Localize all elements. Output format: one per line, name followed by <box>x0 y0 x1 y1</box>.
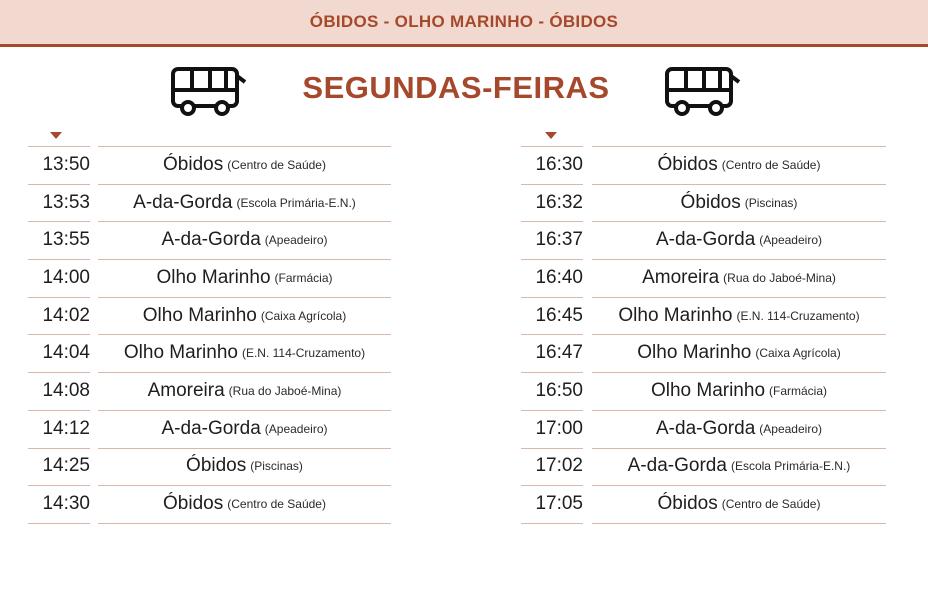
stop-detail: (Apeadeiro) <box>264 233 328 248</box>
stop-detail: (Apeadeiro) <box>759 421 822 436</box>
stop-place: Olho Marinho <box>142 304 257 326</box>
stop-place: Olho Marinho <box>650 379 766 401</box>
departure-time: 14:12 <box>28 410 90 449</box>
timetable-right <box>521 146 887 523</box>
departure-time: 14:00 <box>28 259 90 298</box>
day-title: SEGUNDAS-FEIRAS <box>302 70 610 105</box>
stop-detail: (Escola Primária-E.N.) <box>730 459 851 474</box>
stop-name <box>98 372 391 411</box>
stop-detail: (Piscinas) <box>250 459 303 474</box>
stop-detail: (Farmácia) <box>274 270 333 285</box>
table-row <box>28 259 392 297</box>
stop-place: Olho Marinho <box>637 342 752 364</box>
departure-time: 17:00 <box>521 410 583 449</box>
departure-time: 16:47 <box>521 334 583 373</box>
table-row <box>28 372 392 410</box>
departure-time: 16:45 <box>521 297 583 336</box>
bus-icon <box>664 66 742 118</box>
departure-time: 14:25 <box>28 448 90 487</box>
departure-time: 16:40 <box>521 259 583 298</box>
stop-detail: (Centro de Saúde) <box>721 497 821 512</box>
table-row <box>28 146 392 184</box>
stop-detail: (Apeadeiro) <box>759 233 822 248</box>
stop-detail: (Escola Primária-E.N.) <box>236 195 356 210</box>
table-row <box>28 448 392 486</box>
stop-place: Óbidos <box>680 191 741 213</box>
departure-time: 16:32 <box>521 184 583 223</box>
stop-detail: (Centro de Saúde) <box>721 157 821 172</box>
route-header-band <box>0 0 928 47</box>
departure-time: 17:05 <box>521 485 583 524</box>
stop-place: Óbidos <box>163 493 224 515</box>
departure-time: 17:02 <box>521 448 583 487</box>
arrow-down-icon <box>545 132 557 139</box>
stop-detail: (Caixa Agrícola) <box>260 308 347 323</box>
stop-name <box>592 485 886 524</box>
stop-name <box>592 410 886 449</box>
stop-name <box>592 448 886 487</box>
table-row <box>28 297 392 335</box>
route-title: ÓBIDOS - OLHO MARINHO - ÓBIDOS <box>309 12 619 31</box>
stop-name <box>98 184 391 223</box>
table-row <box>521 448 887 486</box>
stop-name <box>592 184 886 223</box>
table-row <box>28 221 392 259</box>
stop-detail: (Piscinas) <box>744 195 798 210</box>
table-row <box>521 410 887 448</box>
stop-place: A-da-Gorda <box>656 229 756 251</box>
table-row <box>28 334 392 372</box>
table-row <box>28 485 392 523</box>
stop-name <box>592 221 886 260</box>
departure-time: 16:30 <box>521 146 583 185</box>
stop-place: Óbidos <box>186 455 247 477</box>
table-row <box>28 410 392 448</box>
stop-name <box>98 297 391 336</box>
table-row <box>521 259 887 297</box>
stop-place: Óbidos <box>657 153 718 175</box>
stop-detail: (E.N. 114-Cruzamento) <box>736 308 860 323</box>
stop-name <box>98 146 391 185</box>
stop-name <box>592 259 886 298</box>
departure-time: 13:53 <box>28 184 90 223</box>
table-row <box>521 334 887 372</box>
departure-time: 14:02 <box>28 297 90 336</box>
table-row <box>521 372 887 410</box>
departure-time: 16:37 <box>521 221 583 260</box>
table-row <box>28 184 392 222</box>
stop-detail: (Centro de Saúde) <box>227 497 326 512</box>
departure-time: 14:04 <box>28 334 90 373</box>
stop-detail: (Rua do Jaboé-Mina) <box>723 270 836 285</box>
departure-time: 14:30 <box>28 485 90 524</box>
stop-detail: (Farmácia) <box>769 383 828 398</box>
stop-name <box>98 485 391 524</box>
stop-place: Amoreira <box>147 379 225 401</box>
stop-place: Olho Marinho <box>156 266 271 288</box>
departure-time: 13:50 <box>28 146 90 185</box>
timetable-left <box>28 146 392 523</box>
departure-time: 13:55 <box>28 221 90 260</box>
stop-place: Olho Marinho <box>618 304 733 326</box>
arrow-down-icon <box>50 132 62 139</box>
stop-name <box>98 221 391 260</box>
stop-place: Amoreira <box>642 266 720 288</box>
stop-place: A-da-Gorda <box>656 417 756 439</box>
stop-place: Óbidos <box>657 493 718 515</box>
stop-name <box>98 334 391 373</box>
stop-detail: (E.N. 114-Cruzamento) <box>241 346 366 361</box>
stop-detail: (Centro de Saúde) <box>227 157 326 172</box>
bus-icon <box>170 66 248 118</box>
table-row <box>521 184 887 222</box>
stop-name <box>592 146 886 185</box>
stop-place: Óbidos <box>163 153 224 175</box>
stop-place: A-da-Gorda <box>161 229 261 251</box>
stop-place: A-da-Gorda <box>161 417 261 439</box>
departure-time: 14:08 <box>28 372 90 411</box>
stop-detail: (Rua do Jaboé-Mina) <box>228 383 342 398</box>
stop-place: A-da-Gorda <box>133 191 233 213</box>
stop-name <box>98 410 391 449</box>
stop-place: A-da-Gorda <box>627 455 727 477</box>
stop-place: Olho Marinho <box>123 342 238 364</box>
table-row <box>521 221 887 259</box>
stop-name <box>592 334 886 373</box>
table-row <box>521 146 887 184</box>
table-row <box>521 485 887 523</box>
stop-detail: (Apeadeiro) <box>264 421 328 436</box>
stop-name <box>98 448 391 487</box>
stop-detail: (Caixa Agrícola) <box>755 346 841 361</box>
stop-name <box>592 372 886 411</box>
departure-time: 16:50 <box>521 372 583 411</box>
stop-name <box>592 297 886 336</box>
stop-name <box>98 259 391 298</box>
table-row <box>521 297 887 335</box>
